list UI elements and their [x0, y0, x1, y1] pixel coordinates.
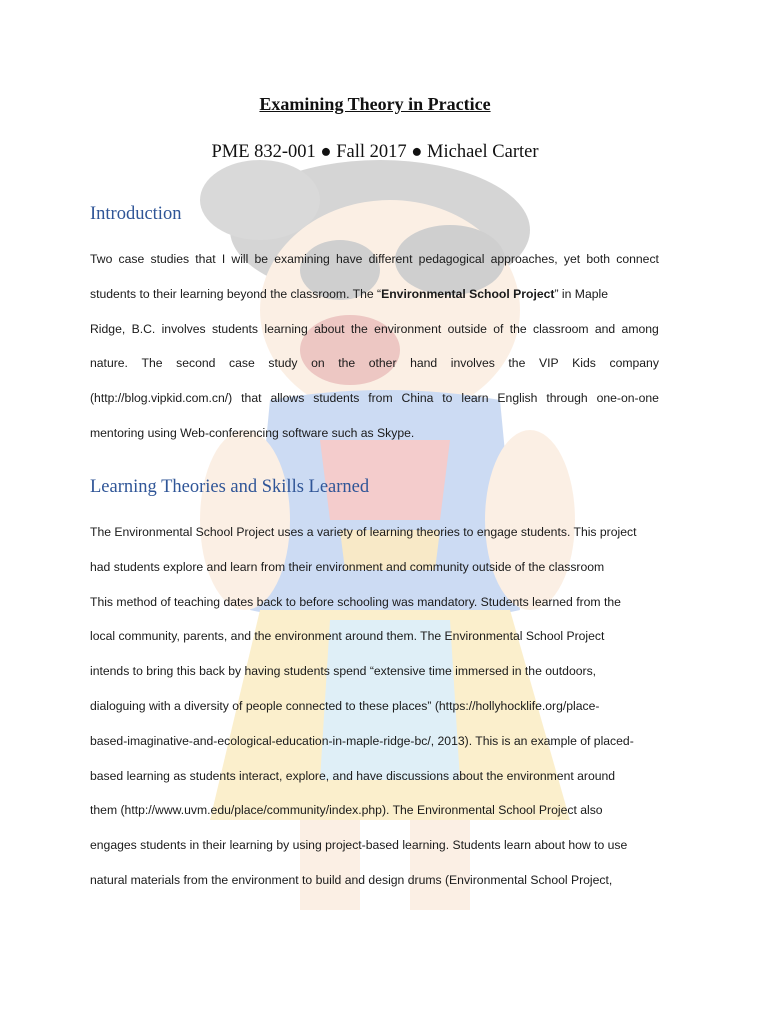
word: China [401, 391, 434, 406]
paragraph-line: intends to bring this back by having students spend “extensive time immersed in the outdoors, [90, 664, 597, 679]
word: through [546, 391, 588, 406]
word: company [609, 356, 659, 371]
word: classroom [533, 321, 589, 336]
word: Ridge, [90, 321, 126, 336]
word: studies [150, 252, 190, 266]
word: outside [447, 321, 487, 336]
paragraph-line: based learning as students interact, explore, and have discussions about the environment around [90, 768, 616, 783]
word: (http://blog.vipkid.com.cn/) [90, 391, 233, 406]
paragraph-line-text: students to their learning beyond the classroom. The “Environmental School Project” in Maple [90, 286, 608, 301]
document-subtitle: PME 832-001 ● Fall 2017 ● Michael Carter [211, 142, 539, 162]
paragraph-line: This method of teaching dates back to before schooling was mandatory. Students learned from the [90, 594, 621, 609]
word: on [311, 356, 325, 371]
word: about [314, 321, 345, 336]
word: pedagogical [418, 252, 485, 266]
word: case [229, 356, 255, 371]
word: Two [90, 252, 113, 266]
word: both [586, 252, 611, 266]
section-heading-learning-theories: Learning Theories and Skills Learned [90, 477, 370, 497]
word: from [368, 391, 393, 406]
word: VIP [538, 356, 559, 371]
paragraph-line: natural materials from the environment to build and design drums (Environmental School Project, [90, 872, 613, 887]
paragraph-line: them (http://www.uvm.edu/place/community/index.php). The Environmental School Project also [90, 803, 603, 818]
paragraph-line [90, 346, 659, 381]
paragraph-line [90, 242, 659, 277]
word: yet [563, 252, 581, 266]
paragraph-learning-theories [90, 515, 659, 898]
word: Kids [572, 356, 596, 371]
word: students [313, 391, 360, 406]
word: to [442, 391, 453, 406]
word: allows [270, 391, 305, 406]
word: connect [616, 252, 659, 266]
word: of [493, 321, 504, 336]
word: learn [461, 391, 489, 406]
word: hand [410, 356, 438, 371]
paragraph-line: dialoguing with a diversity of people connected to these places” (https://hollyhocklife.org/place- [90, 698, 600, 713]
word: nature. [90, 356, 128, 371]
word: different [368, 252, 413, 266]
paragraph-line: mentoring using Web-conferencing software such as Skype. [90, 425, 415, 440]
word: case [118, 252, 145, 266]
paragraph-line [90, 312, 659, 347]
word: the [338, 356, 356, 371]
paragraph-line: local community, parents, and the environment around them. The Environmental School Project [90, 629, 605, 644]
word: English [497, 391, 538, 406]
paragraph-introduction [90, 242, 659, 451]
word: examining [274, 252, 330, 266]
word: involves [450, 356, 495, 371]
word: and [594, 321, 616, 336]
word: one-on-one [596, 391, 659, 406]
document-title: Examining Theory in Practice [259, 94, 491, 114]
word: The [141, 356, 163, 371]
word: the [350, 321, 368, 336]
word: learning [264, 321, 308, 336]
word: environment [374, 321, 442, 336]
word: approaches, [490, 252, 558, 266]
paragraph-line: The Environmental School Project uses a variety of learning theories to engage students. This project [90, 525, 637, 539]
word: that [241, 391, 262, 406]
word: involves [161, 321, 206, 336]
project-name-bold: Environmental School Project [381, 286, 555, 301]
word: B.C. [131, 321, 156, 336]
word: the [509, 321, 527, 336]
section-heading-introduction: Introduction [90, 204, 182, 224]
word: among [621, 321, 659, 336]
paragraph-line: had students explore and learn from their environment and community outside of the classroom [90, 559, 605, 574]
word: be [254, 252, 269, 266]
paragraph-line: based-imaginative-and-ecological-education-in-maple-ridge-bc/, 2013). This is an example of placed- [90, 733, 634, 748]
word: second [176, 356, 216, 371]
word: will [231, 252, 249, 266]
paragraph-line [90, 277, 659, 312]
word: that [195, 252, 216, 266]
paragraph-line [90, 381, 659, 416]
word: have [336, 252, 363, 266]
word: students [211, 321, 259, 336]
word: study [268, 356, 298, 371]
paragraph-line: engages students in their learning by using project-based learning. Students learn about how to use [90, 838, 628, 853]
word: the [508, 356, 526, 371]
word: I [221, 252, 226, 266]
word: other [368, 356, 397, 371]
